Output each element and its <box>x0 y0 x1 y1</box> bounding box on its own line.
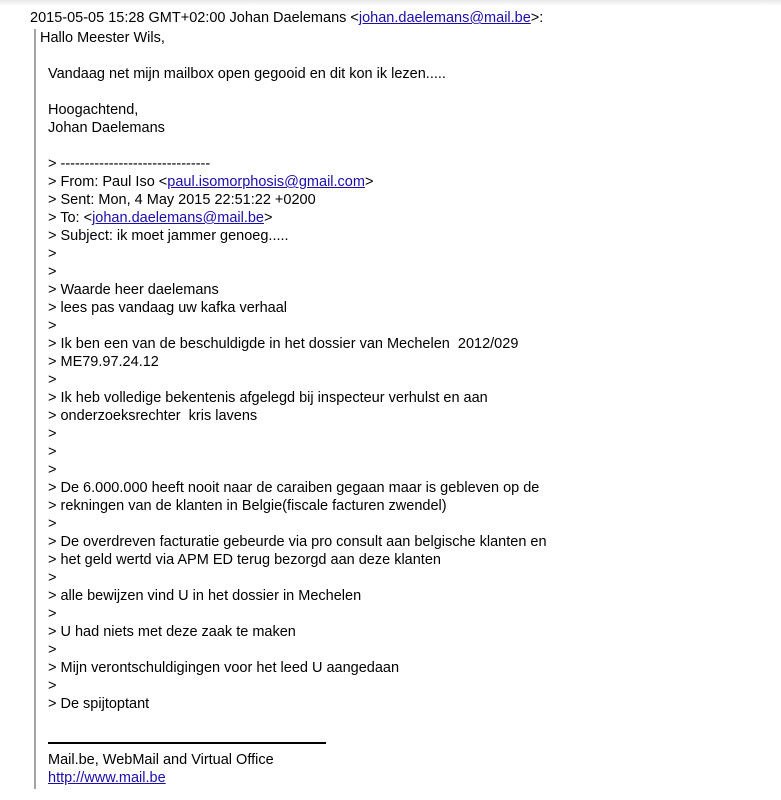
footer-service: Mail.be, WebMail and Virtual Office <box>48 752 274 768</box>
quote-line: > <box>48 678 57 694</box>
quote-line: > ME79.97.24.12 <box>48 354 159 370</box>
quote-line: > onderzoeksrechter kris lavens <box>48 408 258 424</box>
quote-line: > <box>48 462 57 478</box>
quote-line: > <box>48 318 57 334</box>
to-prefix: > To: < <box>48 210 93 226</box>
quote-line: > Ik heb volledige bekentenis afgelegd bij inspecteur verhulst en aan <box>48 390 488 406</box>
from-email-link[interactable]: paul.isomorphosis@gmail.com <box>167 174 365 190</box>
quote-line: > <box>48 642 57 658</box>
quote-line: > <box>48 264 57 280</box>
quote-line: > alle bewijzen vind U in het dossier in Mechelen <box>48 588 362 604</box>
author-email-link[interactable]: johan.daelemans@mail.be <box>358 10 531 26</box>
signature-name: Johan Daelemans <box>48 120 165 136</box>
closing: Hoogachtend, <box>48 102 139 118</box>
quote-line: > <box>48 372 57 388</box>
reply-header <box>30 9 543 27</box>
quote-line: > <box>48 570 57 586</box>
quote-line: > De spijtoptant <box>48 696 150 712</box>
quote-subject: > Subject: ik moet jammer genoeg..... <box>48 228 289 244</box>
footer-link-line <box>48 769 166 787</box>
header-meta: 2015-05-05 15:28 GMT+02:00 Johan Daelemans < <box>30 10 359 26</box>
quote-line: > het geld wertd via APM ED terug bezorgd aan deze klanten <box>48 552 441 568</box>
to-email-link[interactable]: johan.daelemans@mail.be <box>92 210 264 226</box>
greeting: Hallo Meester Wils, <box>40 30 165 46</box>
quote-line: > De 6.000.000 heeft nooit naar de caraiben gegaan maar is gebleven op de <box>48 480 540 496</box>
quote-line: > Waarde heer daelemans <box>48 282 219 298</box>
quote-line: > De overdreven facturatie gebeurde via pro consult aan belgische klanten en <box>48 534 547 550</box>
quote-line: > <box>48 246 57 262</box>
quote-sent: > Sent: Mon, 4 May 2015 22:51:22 +0200 <box>48 192 316 208</box>
from-suffix: > <box>364 174 374 190</box>
quote-from <box>48 173 373 191</box>
from-prefix: > From: Paul Iso < <box>48 174 168 190</box>
quote-line: > rekningen van de klanten in Belgie(fiscale facturen zwendel) <box>48 498 447 514</box>
quote-line: > U had niets met deze zaak te maken <box>48 624 296 640</box>
quote-line: > <box>48 606 57 622</box>
footer-link[interactable]: http://www.mail.be <box>48 770 166 786</box>
quote-line: > Mijn verontschuldigingen voor het leed U aangedaan <box>48 660 400 676</box>
quote-line: > <box>48 444 57 460</box>
quote-line: > lees pas vandaag uw kafka verhaal <box>48 300 288 316</box>
quote-line: > <box>48 516 57 532</box>
top-shadow <box>0 0 781 6</box>
signature-divider <box>48 742 326 744</box>
quote-to <box>48 209 272 227</box>
quoted-message-block <box>34 29 756 789</box>
header-suffix: >: <box>530 10 544 26</box>
quote-line: > <box>48 426 57 442</box>
reply-body: Vandaag net mijn mailbox open gegooid en dit kon ik lezen..... <box>48 66 446 82</box>
to-suffix: > <box>263 210 273 226</box>
quote-separator: > ------------------------------- <box>48 156 211 172</box>
quote-line: > Ik ben een van de beschuldigde in het dossier van Mechelen 2012/029 <box>48 336 519 352</box>
